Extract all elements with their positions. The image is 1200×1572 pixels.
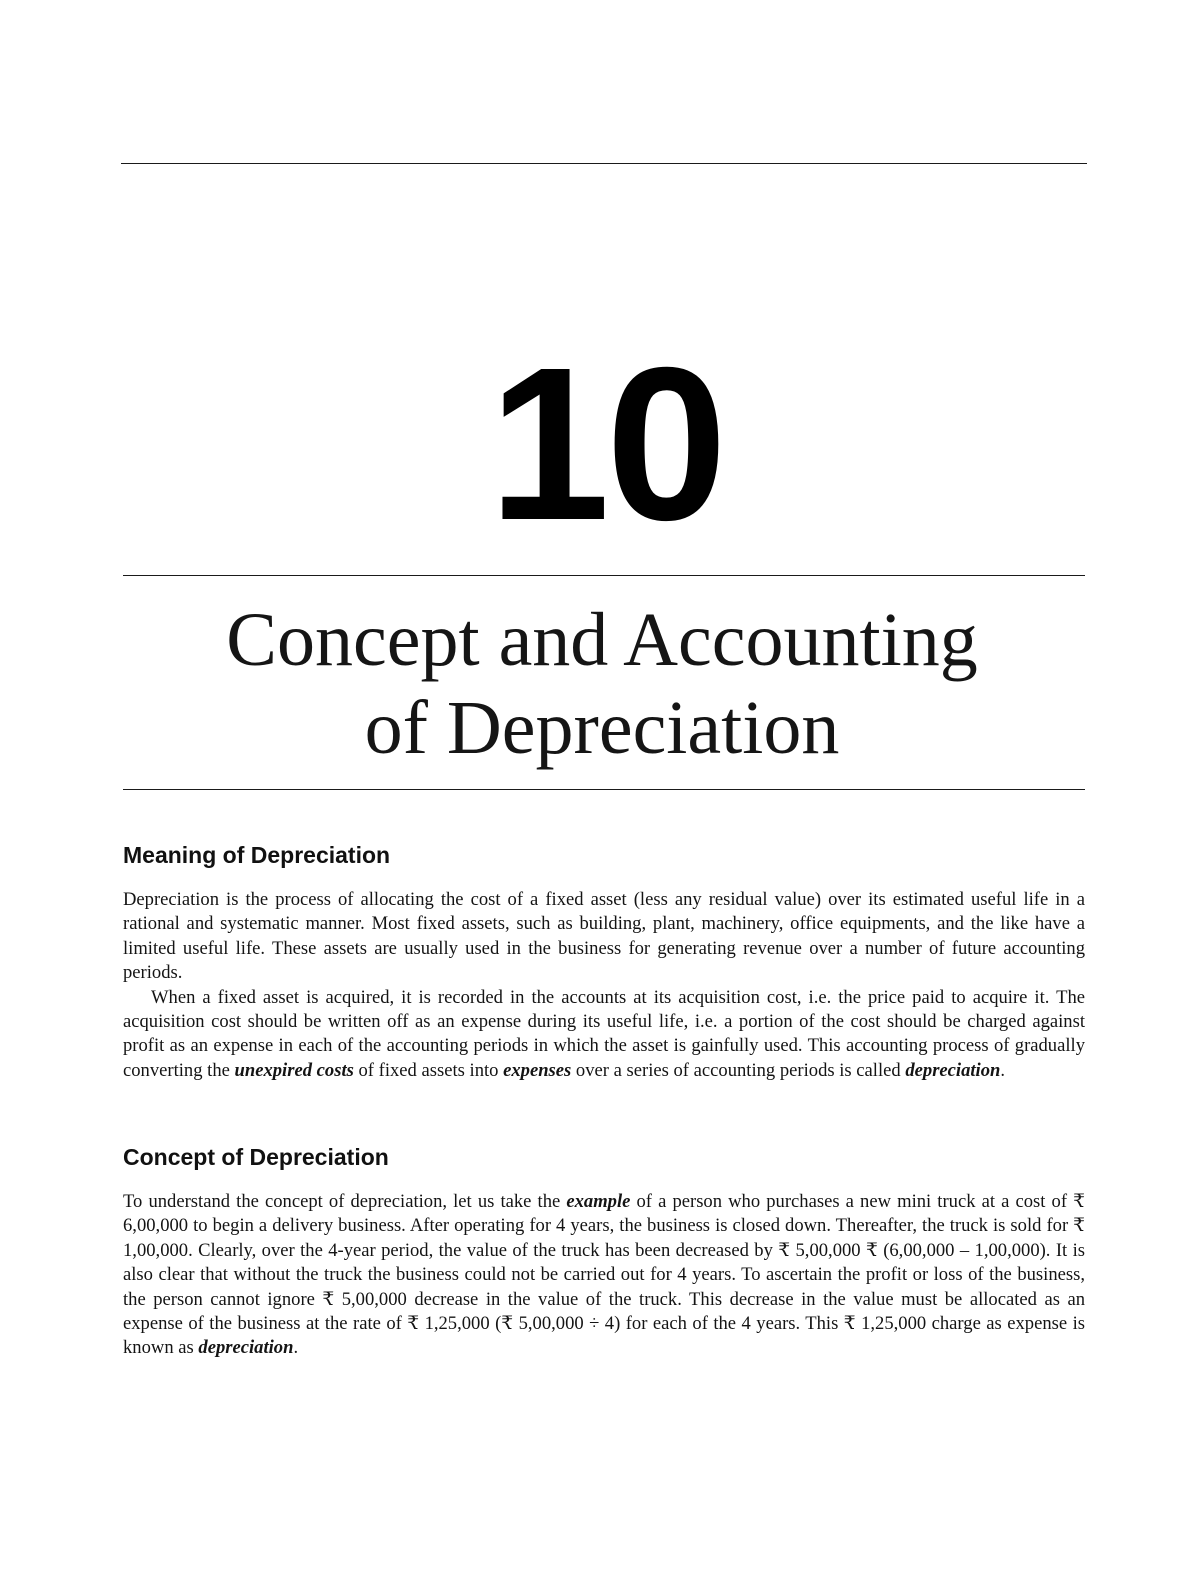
chapter-number: 10: [488, 323, 724, 566]
section-concept-of-depreciation: [123, 1142, 1085, 1361]
chapter-title-line-1: Concept and Accounting: [226, 598, 978, 682]
text-run: To understand the concept of depreciation, let us take the: [123, 1191, 567, 1212]
top-rule: [121, 163, 1087, 164]
emphasized-term: unexpired costs: [234, 1059, 354, 1081]
paragraph: [123, 986, 1085, 1084]
section-heading: Concept of Depreciation: [123, 1144, 389, 1170]
chapter-title-line-2: of Depreciation: [364, 686, 840, 770]
text-run: When a fixed asset is acquired, it is recorded in the accounts at its acquisition cost, i.e. the price paid to acquire it. The acquisition cost should be written off as an expense during its useful life, i.e. a portion of the cost should be charged against profit as an expense in each of the accounting periods in which the asset is gainfully used. This accounting process of gradually converting the: [123, 986, 1085, 1081]
paragraph: [123, 1190, 1085, 1361]
text-run: .: [293, 1337, 299, 1359]
text-run: of fixed assets into: [353, 1059, 504, 1081]
emphasized-term: depreciation: [905, 1059, 1001, 1081]
title-bottom-rule: [123, 789, 1085, 790]
text-run: of a person who purchases a new mini truck at a cost of ₹ 6,00,000 to begin a delivery business. After operating for 4 years, the business is closed down. Thereafter, the truck is sold for ₹ 1,00,000. Clearly, over the 4-year period, the value of the truck has been decreased by ₹ 5,00,000 ₹ (6,00,000 – 1,00,000). It is also clear that without the truck the business could not be carried out for 4 years. To ascertain the profit or loss of the business, the person cannot ignore ₹ 5,00,000 decrease in the value of the truck. This decrease in the value must be allocated as an expense of the business at the rate of ₹ 1,25,000 (₹ 5,00,000 ÷ 4) for each of the 4 years. This ₹ 1,25,000 charge as expense is known as: [123, 1191, 1085, 1359]
emphasized-term: example: [566, 1191, 631, 1212]
section-meaning-of-depreciation: [123, 840, 1085, 1083]
paragraph: Depreciation is the process of allocating the cost of a fixed asset (less any residual value) over its estimated useful life in a rational and systematic manner. Most fixed assets, such as building, plant, machinery, office equipments, and the like have a limited useful life. These assets are usually used in the business for generating revenue over a number of future accounting periods.: [123, 889, 1085, 984]
title-top-rule: [123, 575, 1085, 576]
text-run: .: [1000, 1059, 1006, 1081]
chapter-title: [0, 596, 1200, 772]
text-run: over a series of accounting periods is called: [571, 1059, 906, 1081]
emphasized-term: expenses: [503, 1059, 572, 1081]
emphasized-term: depreciation: [198, 1337, 294, 1359]
section-heading: Meaning of Depreciation: [123, 842, 391, 868]
